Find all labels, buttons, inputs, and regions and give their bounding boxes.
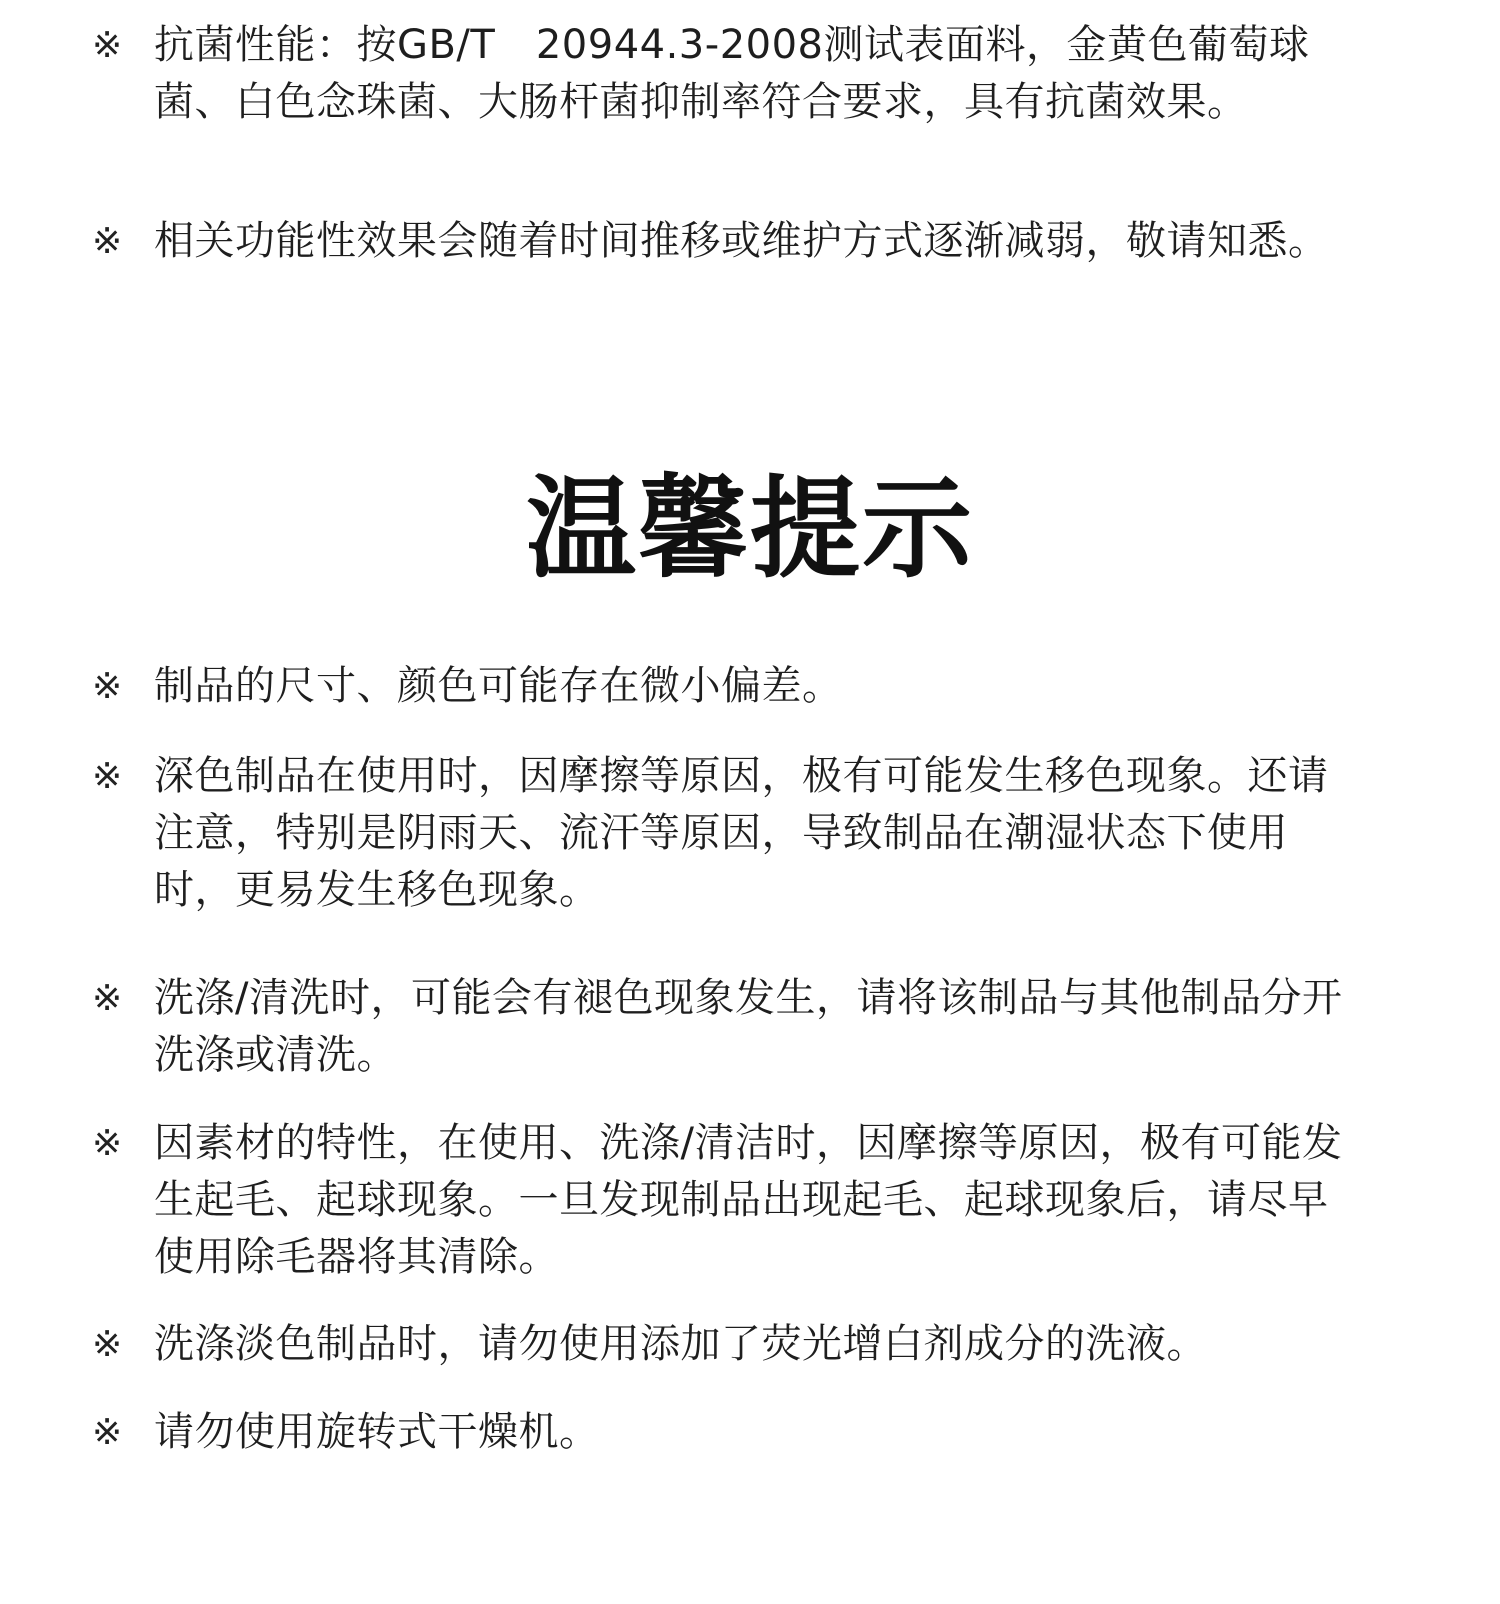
note-antibacterial (92, 17, 1362, 131)
reference-mark-icon: ※ (92, 1123, 123, 1164)
tip-tumble-dryer (92, 1404, 1362, 1461)
tip-text: 深色制品在使用时，因摩擦等原因，极有可能发生移色现象。还请注意，特别是阴雨天、流汗等原因，导致制品在潮湿状态下使用时，更易发生移色现象。 (154, 753, 1329, 913)
tip-text: 洗涤/清洗时，可能会有褪色现象发生，请将该制品与其他制品分开洗涤或清洗。 (154, 975, 1343, 1078)
note-text: 抗菌性能：按GB/T 20944.3-2008测试表面料，金黄色葡萄球菌、白色念珠菌、大肠杆菌抑制率符合要求，具有抗菌效果。 (154, 22, 1310, 125)
note-text: 相关功能性效果会随着时间推移或维护方式逐渐减弱，敬请知悉。 (154, 218, 1329, 264)
reference-mark-icon: ※ (92, 25, 123, 66)
tip-fading (92, 970, 1362, 1084)
tip-pilling (92, 1115, 1362, 1286)
tip-whitening-agent (92, 1316, 1362, 1373)
reference-mark-icon: ※ (92, 1324, 123, 1365)
reference-mark-icon: ※ (92, 978, 123, 1019)
reference-mark-icon: ※ (92, 221, 123, 262)
note-function-decay (92, 213, 1362, 270)
reference-mark-icon: ※ (92, 756, 123, 797)
tip-text: 请勿使用旋转式干燥机。 (154, 1409, 600, 1455)
tip-text: 制品的尺寸、颜色可能存在微小偏差。 (154, 663, 843, 709)
tip-color-transfer (92, 748, 1362, 919)
tip-text: 洗涤淡色制品时，请勿使用添加了荧光增白剂成分的洗液。 (154, 1321, 1207, 1367)
section-heading: 温馨提示 (526, 465, 974, 593)
tip-text: 因素材的特性，在使用、洗涤/清洁时，因摩擦等原因，极有可能发生起毛、起球现象。一旦发现制品出现起毛、起球现象后，请尽早使用除毛器将其清除。 (154, 1120, 1343, 1280)
tip-size-color (92, 658, 1362, 715)
reference-mark-icon: ※ (92, 1412, 123, 1453)
reference-mark-icon: ※ (92, 666, 123, 707)
